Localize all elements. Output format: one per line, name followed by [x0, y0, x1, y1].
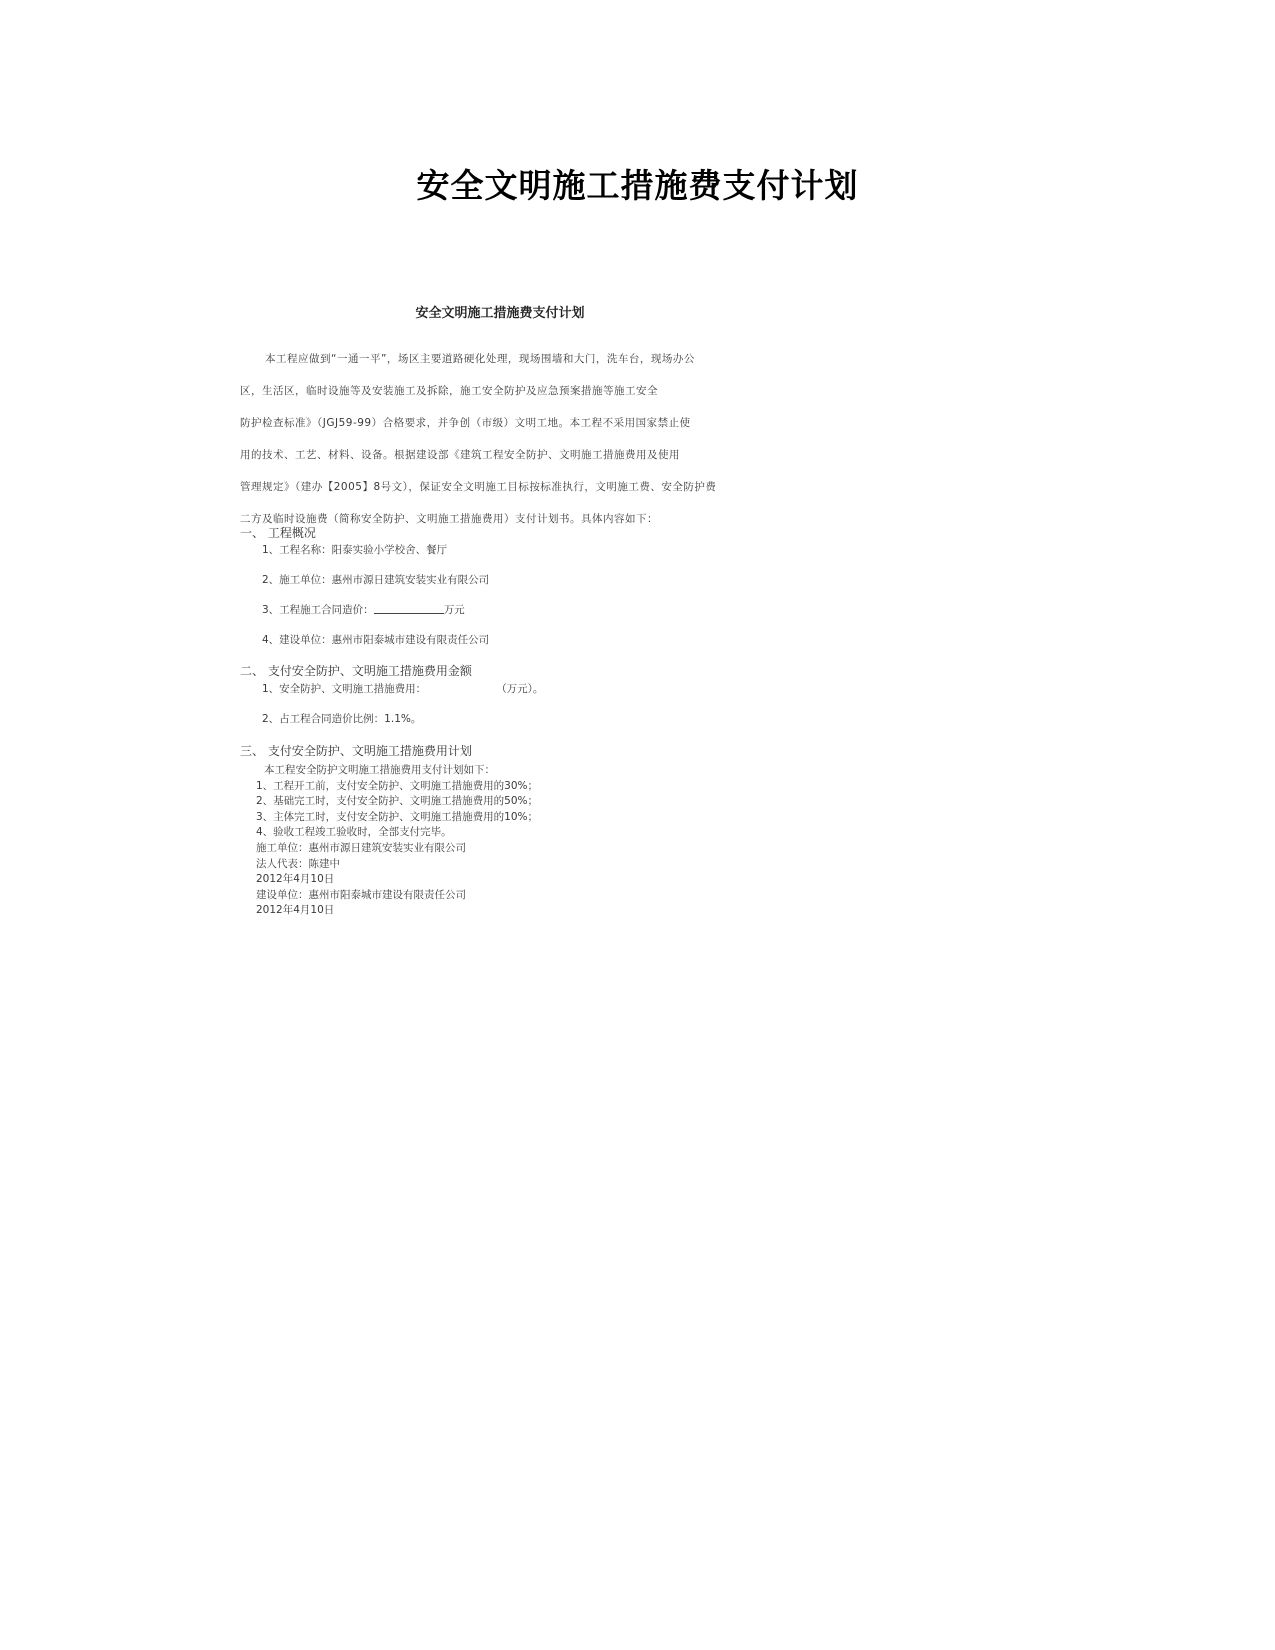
date-line: 2012年4月10日: [256, 873, 335, 886]
intro-line: 用的技术、工艺、材料、设备。根据建设部《建筑工程安全防护、文明施工措施费用及使用: [240, 449, 680, 461]
intro-paragraph: [240, 352, 750, 544]
plan-line: 1、工程开工前，支付安全防护、文明施工措施费用的30%；: [256, 779, 539, 792]
signature-line: 法人代表：陈建中: [256, 857, 340, 870]
signature-line: 建设单位：惠州市阳泰城市建设有限责任公司: [256, 888, 466, 901]
date-line: 2012年4月10日: [256, 904, 335, 917]
contract-price-blank: [374, 603, 444, 614]
plan-line: 4、验收工程竣工验收时，全部支付完毕。: [256, 826, 452, 839]
contract-price-label: 3、工程施工合同造价：: [262, 604, 374, 616]
plan-line: 3、主体完工时，支付安全防护、文明施工措施费用的10%；: [256, 810, 539, 823]
scan-title: 安全文明施工措施费支付计划: [415, 306, 585, 321]
contract-price-unit: 万元: [443, 604, 465, 616]
payment-plan-block: [256, 763, 656, 919]
section3-heading: 三、 支付安全防护、文明施工措施费用计划: [240, 744, 472, 758]
intro-line: 二方及临时设施费（简称安全防护、文明施工措施费用）支付计划书。具体内容如下：: [240, 513, 658, 525]
section1-heading: 一、 工程概况: [240, 526, 316, 540]
contract-price: [262, 602, 465, 617]
client: 4、建设单位：惠州市阳泰城市建设有限责任公司: [262, 634, 490, 646]
plan-line: 本工程安全防护文明施工措施费用支付计划如下：: [264, 764, 495, 776]
intro-line: 区，生活区，临时设施等及安装施工及拆除，施工安全防护及应急预案措施等施工安全: [240, 385, 658, 397]
fee-ratio: 2、占工程合同造价比例：1.1%。: [262, 713, 422, 725]
signature-line: 施工单位：惠州市源日建筑安装实业有限公司: [256, 841, 466, 854]
fee-amount-unit: （万元）。: [496, 683, 544, 695]
intro-line: 本工程应做到“一通一平”，场区主要道路硬化处理，现场围墙和大门，洗车台，现场办公: [265, 353, 695, 365]
scanned-document-image: [240, 300, 760, 980]
page-title: 安全文明施工措施费支付计划: [416, 166, 859, 205]
section2-heading: 二、 支付安全防护、文明施工措施费用金额: [240, 664, 472, 678]
contractor: 2、施工单位：惠州市源日建筑安装实业有限公司: [262, 574, 490, 586]
plan-line: 2、基础完工时，支付安全防护、文明施工措施费用的50%；: [256, 795, 539, 808]
fee-amount-label: 1、安全防护、文明施工措施费用：: [262, 683, 427, 695]
fee-amount: [262, 681, 543, 696]
intro-line: 管理规定》（建办【2005】8号文），保证安全文明施工目标按标准执行，文明施工费、安全防护费: [240, 481, 717, 493]
project-name: 1、工程名称：阳泰实验小学校舍、餐厅: [262, 544, 448, 556]
intro-line: 防护检查标准》（JGJ59-99）合格要求，并争创（市级）文明工地。本工程不采用国家禁止使: [240, 417, 691, 429]
